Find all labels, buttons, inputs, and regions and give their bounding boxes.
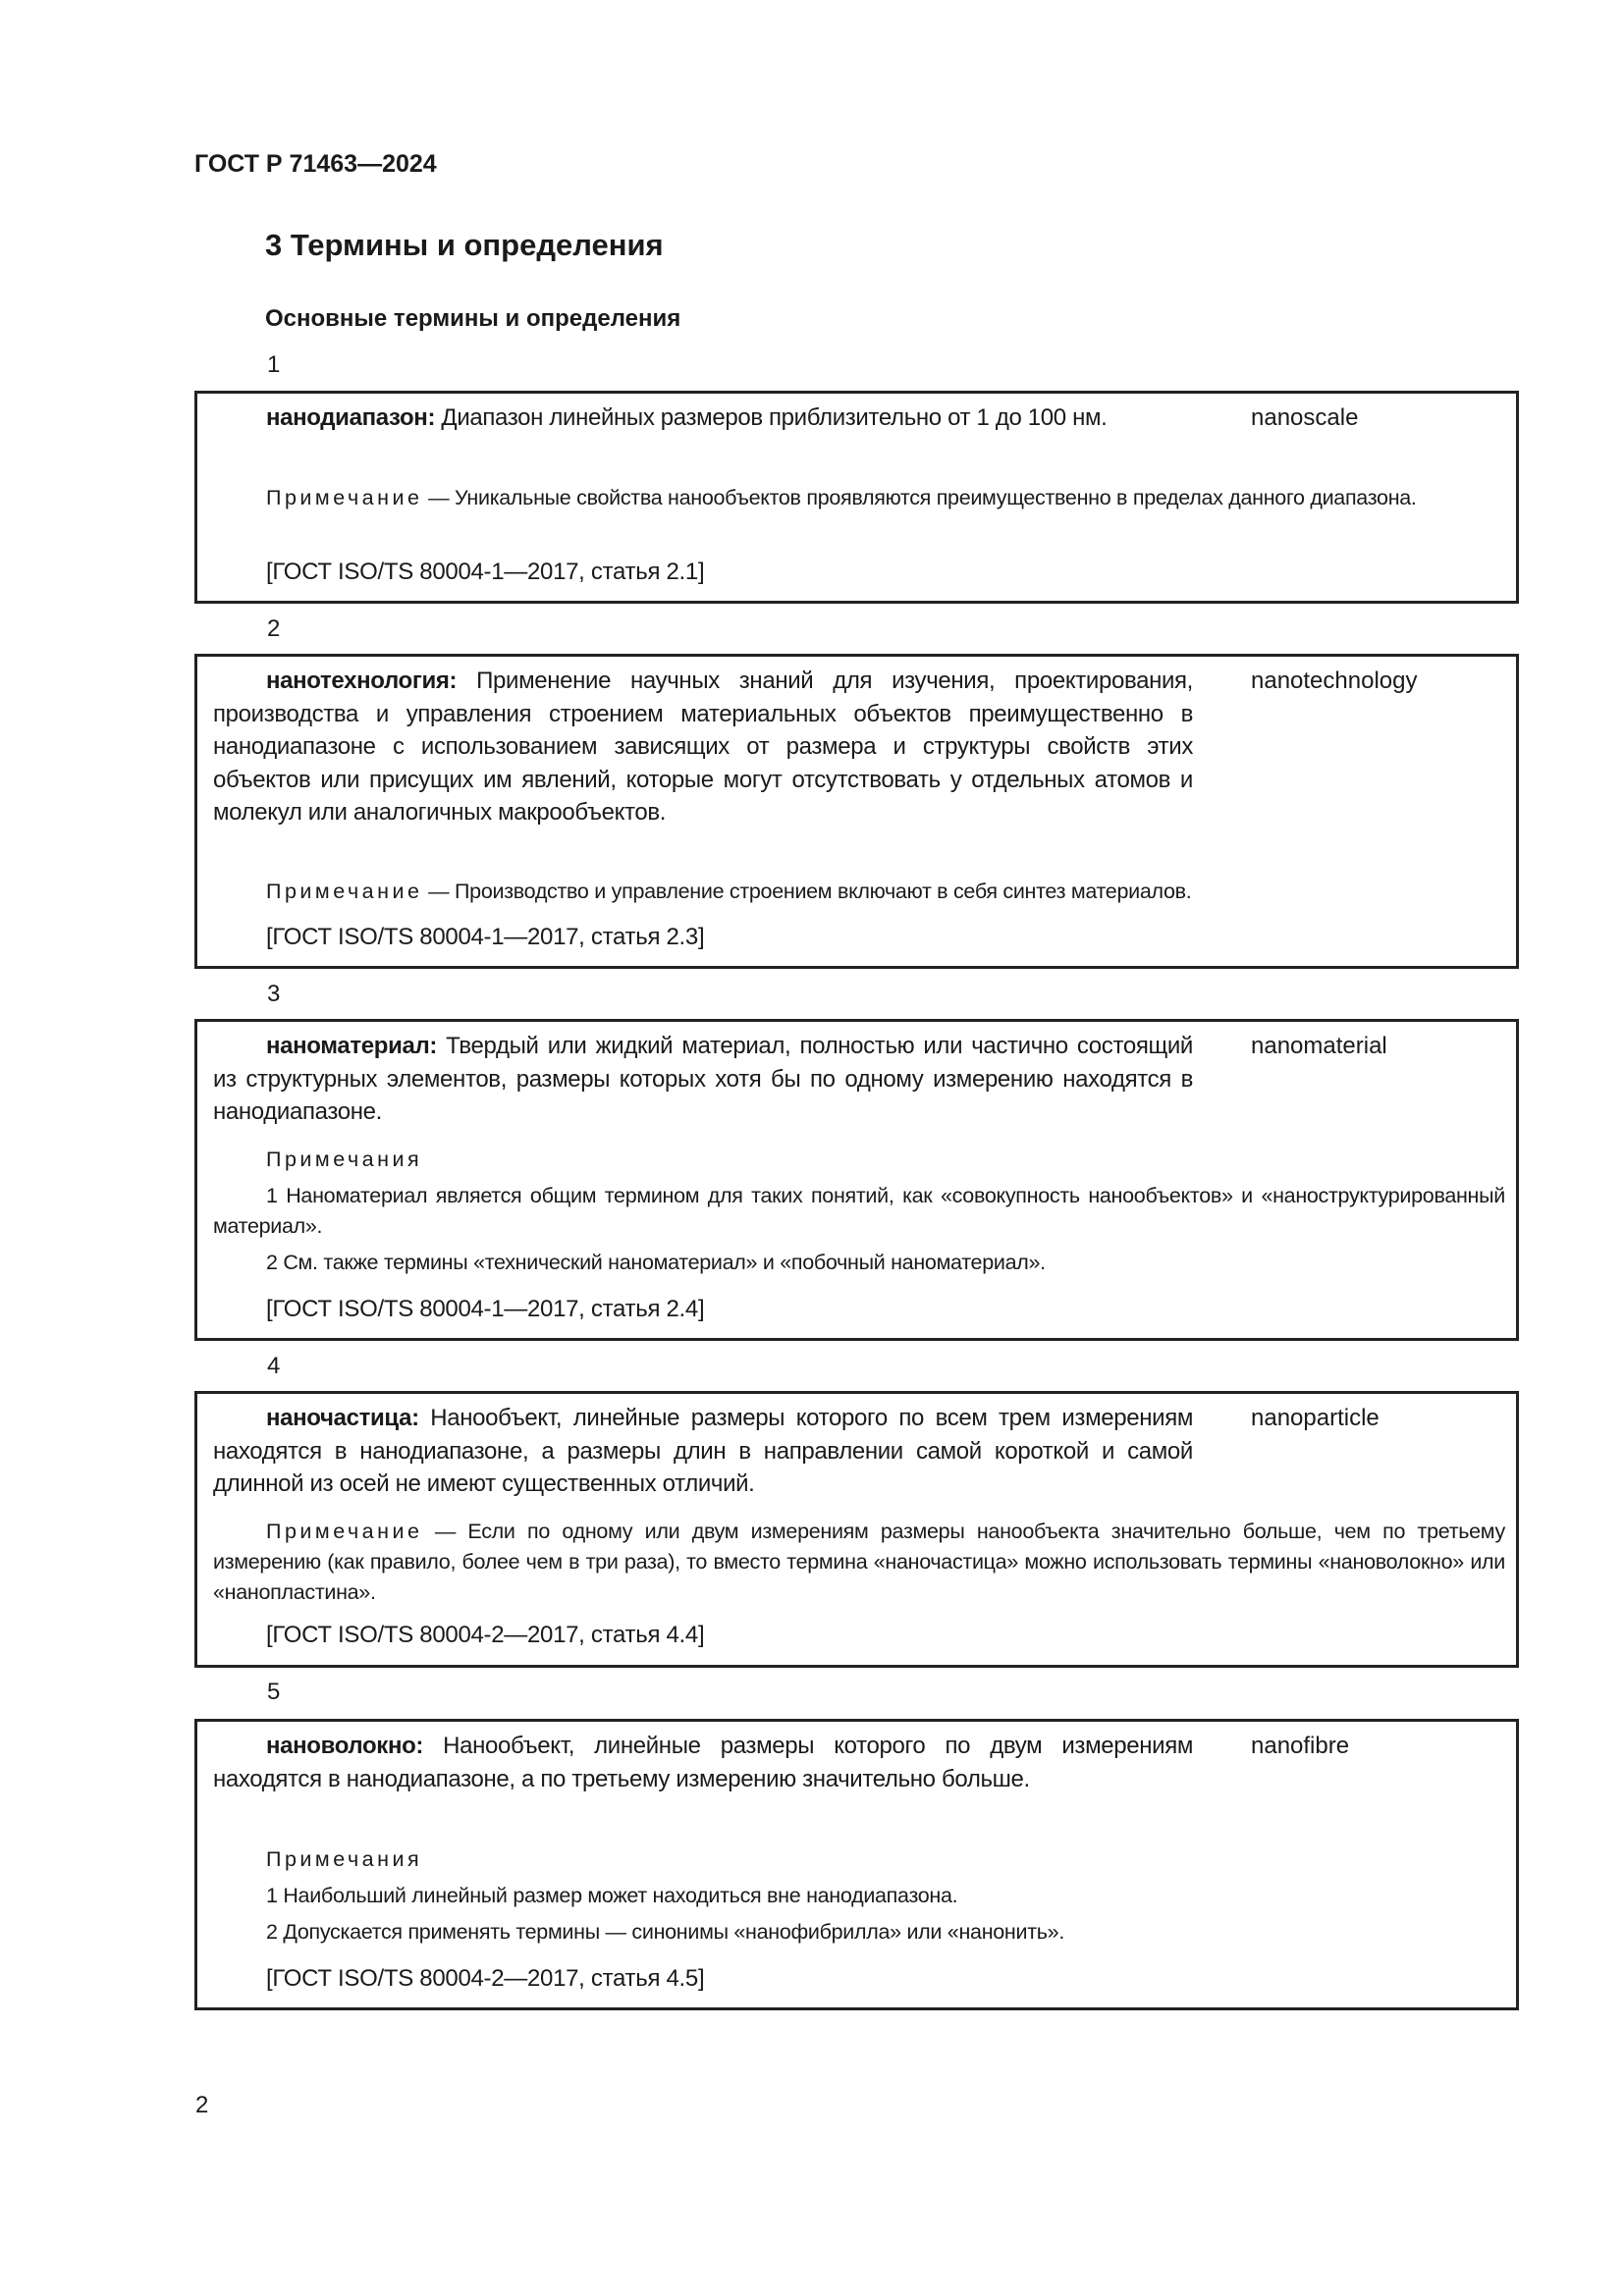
term-notes [213, 483, 1505, 513]
note-text: 1 Наибольший линейный размер может находиться вне нанодиапазона. [266, 1884, 958, 1907]
note-text: 1 Наноматериал является общим термином для таких понятий, как «совокупность нанообъектов» и «наноструктурированный материал». [213, 1184, 1505, 1238]
term-name: нановолокно: [266, 1733, 424, 1759]
definition-text: Нанообъект, линейные размеры которого по всем трем измерениям находятся в нанодиапазоне, а размеры длин в направлении самой короткой и самой длинной из осей не имеют существенных отличий. [213, 1405, 1193, 1497]
definition-text: Нанообъект, линейные размеры которого по двум измерениям находятся в нанодиапазоне, а по третьему измерению значительно больше. [213, 1733, 1193, 1792]
term-source: [ГОСТ ISO/TS 80004-1—2017, статья 2.4] [266, 1296, 705, 1322]
definition-text: Диапазон линейных размеров приблизительно от 1 до 100 нм. [441, 404, 1108, 431]
term-number: 2 [267, 615, 281, 642]
section-title: 3 Термины и определения [265, 228, 664, 262]
page-number: 2 [195, 2092, 209, 2118]
term-source: [ГОСТ ISO/TS 80004-2—2017, статья 4.5] [266, 1965, 705, 1992]
term-notes [213, 1844, 1505, 1948]
term-box [194, 1019, 1519, 1341]
term-name: наноматериал: [266, 1033, 438, 1059]
term-name: нанотехнология: [266, 667, 458, 694]
note-label: Примечания [266, 1148, 423, 1171]
english-term: nanoparticle [1251, 1405, 1380, 1431]
term-number: 1 [267, 351, 281, 378]
note-label: Примечание [266, 880, 423, 903]
term-source: [ГОСТ ISO/TS 80004-1—2017, статья 2.3] [266, 924, 705, 950]
term-definition [213, 665, 1193, 829]
note-label: Примечание [266, 486, 423, 509]
term-notes [213, 1145, 1505, 1278]
term-definition [213, 401, 1193, 435]
term-notes [213, 1517, 1505, 1608]
term-definition [213, 1030, 1193, 1129]
section-subtitle: Основные термины и определения [265, 305, 681, 332]
term-number: 5 [267, 1679, 281, 1705]
term-source: [ГОСТ ISO/TS 80004-1—2017, статья 2.1] [266, 559, 705, 585]
english-term: nanofibre [1251, 1733, 1350, 1759]
note-text: 2 Допускается применять термины — синонимы «нанофибрилла» или «нанонить». [266, 1920, 1064, 1944]
note-label: Примечания [266, 1847, 423, 1871]
term-number: 4 [267, 1353, 281, 1379]
term-box [194, 1391, 1519, 1668]
note-text: 2 См. также термины «технический наноматериал» и «побочный наноматериал». [266, 1251, 1046, 1274]
term-box [194, 1719, 1519, 2010]
term-box [194, 654, 1519, 969]
term-name: нанодиапазон: [266, 404, 436, 431]
definition-text: Применение научных знаний для изучения, проектирования, производства и управления строением материальных объектов преимущественно в нанодиапазоне с использованием зависящих от размера и структуры свойств этих объектов или присущих им явлений, которые могут отсутствовать у отдельных атомов и молекул или аналогичных макрообъектов. [213, 667, 1193, 826]
term-source: [ГОСТ ISO/TS 80004-2—2017, статья 4.4] [266, 1622, 705, 1648]
note-label: Примечание [266, 1520, 423, 1543]
note-text: — Производство и управление строением включают в себя синтез материалов. [428, 880, 1192, 903]
definition-text: Твердый или жидкий материал, полностью или частично состоящий из структурных элементов, размеры которых хотя бы по одному измерению находятся в нанодиапазоне. [213, 1033, 1193, 1125]
term-box [194, 391, 1519, 604]
note-text: — Уникальные свойства нанообъектов проявляются преимущественно в пределах данного диапазона. [428, 486, 1417, 509]
term-name: наночастица: [266, 1405, 419, 1431]
term-number: 3 [267, 981, 281, 1007]
document-id: ГОСТ Р 71463—2024 [194, 150, 437, 178]
english-term: nanotechnology [1251, 667, 1418, 694]
note-text: — Если по одному или двум измерениям размеры нанообъекта значительно больше, чем по третьему измерению (как правило, более чем в три раза), то вместо термина «наночастица» можно использовать термины «нановолокно» или «нанопластина». [213, 1520, 1505, 1604]
term-notes [213, 877, 1505, 907]
term-definition [213, 1730, 1193, 1795]
english-term: nanoscale [1251, 404, 1359, 431]
english-term: nanomaterial [1251, 1033, 1387, 1059]
term-definition [213, 1402, 1193, 1501]
